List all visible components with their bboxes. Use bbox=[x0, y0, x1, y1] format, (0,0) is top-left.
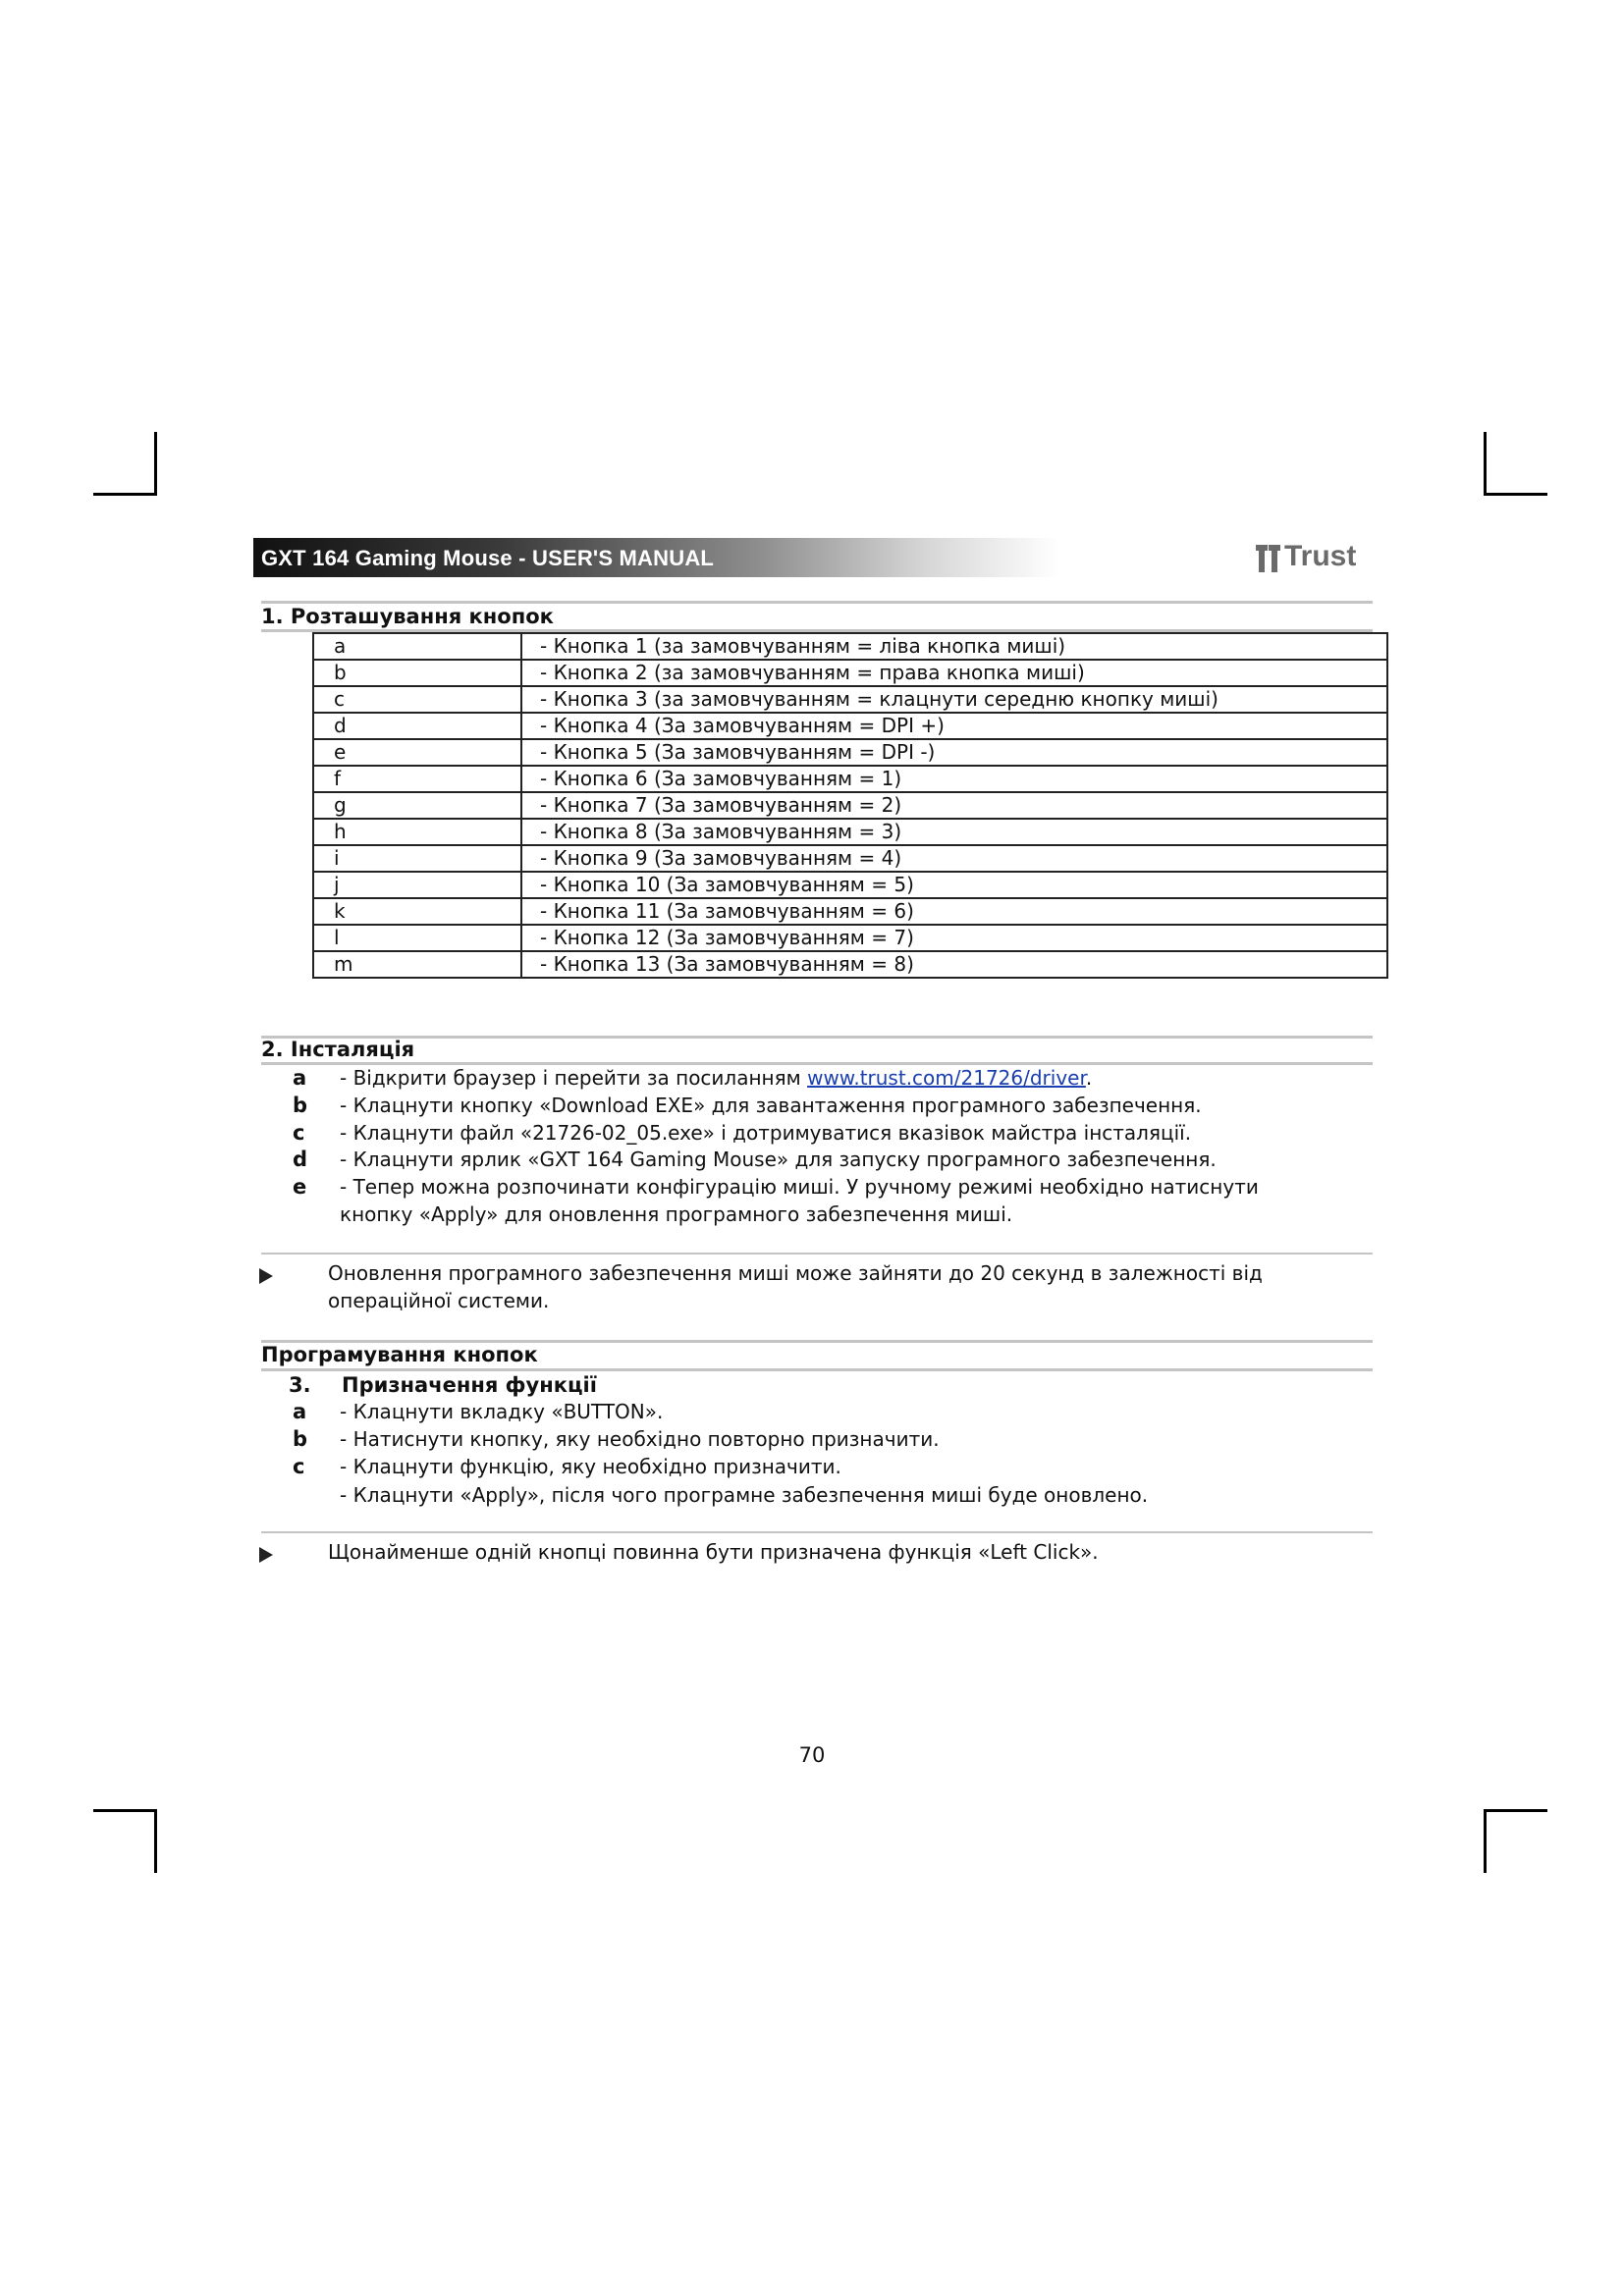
button-description: - Кнопка 1 (за замовчуванням = ліва кнопка миші) bbox=[521, 633, 1387, 660]
button-letter: d bbox=[313, 713, 521, 739]
button-description: - Кнопка 13 (За замовчуванням = 8) bbox=[521, 951, 1387, 978]
crop-mark-top-right-h bbox=[1484, 493, 1547, 496]
divider bbox=[261, 1531, 1373, 1533]
step-text: - Клацнути кнопку «Download EXE» для завантаження програмного забезпечення. bbox=[340, 1094, 1202, 1117]
note-arrow-icon bbox=[259, 1547, 273, 1563]
button-description: - Кнопка 7 (За замовчуванням = 2) bbox=[521, 792, 1387, 819]
button-description: - Кнопка 3 (за замовчуванням = клацнути середню кнопку миші) bbox=[521, 686, 1387, 713]
step-text bbox=[340, 1064, 1341, 1092]
button-description: - Кнопка 11 (За замовчуванням = 6) bbox=[521, 898, 1387, 925]
step-text: - Клацнути функцію, яку необхідно призначити. bbox=[340, 1455, 841, 1478]
step-letter: e bbox=[293, 1175, 307, 1199]
note-arrow-icon bbox=[259, 1268, 273, 1284]
table-row bbox=[313, 792, 1387, 819]
table-row bbox=[313, 739, 1387, 766]
table-row bbox=[313, 766, 1387, 792]
step-text-part: - Відкрити браузер і перейти за посиланням bbox=[340, 1066, 808, 1090]
button-letter: l bbox=[313, 925, 521, 951]
button-layout-table bbox=[312, 632, 1388, 979]
note-update-time: Оновлення програмного забезпечення миші може зайняти до 20 секунд в залежності від операційної системи. bbox=[328, 1261, 1263, 1312]
button-letter: f bbox=[313, 766, 521, 792]
button-description: - Кнопка 6 (За замовчуванням = 1) bbox=[521, 766, 1387, 792]
divider bbox=[261, 1368, 1373, 1371]
section-title-button-programming: Програмування кнопок bbox=[261, 1343, 538, 1366]
table-row bbox=[313, 845, 1387, 872]
table-row bbox=[313, 819, 1387, 845]
button-letter: c bbox=[313, 686, 521, 713]
step-text: - Клацнути файл «21726-02_05.exe» і дотримуватися вказівок майстра інсталяції. bbox=[340, 1121, 1192, 1145]
step-text: - Тепер можна розпочинати конфігурацію миші. У ручному режимі необхідно натиснути кнопку «Apply» для оновлення програмного забезпечення миші. bbox=[340, 1175, 1259, 1226]
button-description: - Кнопка 4 (За замовчуванням = DPI +) bbox=[521, 713, 1387, 739]
crop-mark-bottom-right-h bbox=[1484, 1809, 1547, 1812]
section-title-installation: 2. Інсталяція bbox=[261, 1038, 415, 1061]
step-letter: b bbox=[293, 1094, 308, 1117]
step-letter: c bbox=[293, 1455, 305, 1478]
step-text: - Клацнути вкладку «BUTTON». bbox=[340, 1400, 664, 1423]
button-description: - Кнопка 5 (За замовчуванням = DPI -) bbox=[521, 739, 1387, 766]
step-letter: d bbox=[293, 1148, 308, 1171]
table-row bbox=[313, 660, 1387, 686]
divider bbox=[261, 1253, 1373, 1255]
sub-number: 3. bbox=[289, 1373, 311, 1397]
crop-mark-top-right-v bbox=[1484, 432, 1487, 496]
table-row bbox=[313, 713, 1387, 739]
table-row bbox=[313, 872, 1387, 898]
button-description: - Кнопка 12 (За замовчуванням = 7) bbox=[521, 925, 1387, 951]
step-letter: a bbox=[293, 1066, 307, 1090]
table-row bbox=[313, 686, 1387, 713]
button-letter: g bbox=[313, 792, 521, 819]
button-letter: m bbox=[313, 951, 521, 978]
button-letter: b bbox=[313, 660, 521, 686]
step-text: - Клацнути ярлик «GXT 164 Gaming Mouse» для запуску програмного забезпечення. bbox=[340, 1148, 1217, 1171]
crop-mark-top-left-v bbox=[154, 432, 157, 496]
step-letter: b bbox=[293, 1427, 308, 1451]
table-row bbox=[313, 925, 1387, 951]
table-row bbox=[313, 898, 1387, 925]
divider bbox=[261, 601, 1373, 604]
note-left-click: Щонайменше одній кнопці повинна бути призначена функція «Left Click». bbox=[328, 1540, 1099, 1564]
button-description: - Кнопка 9 (За замовчуванням = 4) bbox=[521, 845, 1387, 872]
trust-logo-icon bbox=[1255, 542, 1284, 575]
crop-mark-top-left-h bbox=[93, 493, 157, 496]
step-letter: a bbox=[293, 1400, 307, 1423]
table-row bbox=[313, 951, 1387, 978]
button-letter: i bbox=[313, 845, 521, 872]
step-text-end: . bbox=[1085, 1066, 1093, 1090]
crop-mark-bottom-left-h bbox=[93, 1809, 157, 1812]
step-text: - Натиснути кнопку, яку необхідно повторно призначити. bbox=[340, 1427, 940, 1451]
button-letter: h bbox=[313, 819, 521, 845]
brand-logo bbox=[1255, 540, 1382, 575]
step-letter: c bbox=[293, 1121, 305, 1145]
table-row bbox=[313, 633, 1387, 660]
button-letter: k bbox=[313, 898, 521, 925]
step-text: - Клацнути «Apply», після чого програмне забезпечення миші буде оновлено. bbox=[340, 1483, 1149, 1507]
divider bbox=[261, 1036, 1373, 1039]
section-title-button-layout: 1. Розташування кнопок bbox=[261, 605, 554, 628]
button-description: - Кнопка 10 (За замовчуванням = 5) bbox=[521, 872, 1387, 898]
button-description: - Кнопка 8 (За замовчуванням = 3) bbox=[521, 819, 1387, 845]
crop-mark-bottom-left-v bbox=[154, 1809, 157, 1873]
button-letter: j bbox=[313, 872, 521, 898]
button-letter: e bbox=[313, 739, 521, 766]
button-description: - Кнопка 2 (за замовчуванням = права кнопка миші) bbox=[521, 660, 1387, 686]
brand-name: Trust bbox=[1284, 540, 1357, 572]
crop-mark-bottom-right-v bbox=[1484, 1809, 1487, 1873]
page-number: 70 bbox=[798, 1743, 826, 1767]
driver-link[interactable]: www.trust.com/21726/driver bbox=[807, 1066, 1086, 1090]
manual-title: GXT 164 Gaming Mouse - USER'S MANUAL bbox=[261, 546, 715, 570]
button-letter: a bbox=[313, 633, 521, 660]
sub-title-function-assignment: Призначення функції bbox=[342, 1373, 597, 1397]
